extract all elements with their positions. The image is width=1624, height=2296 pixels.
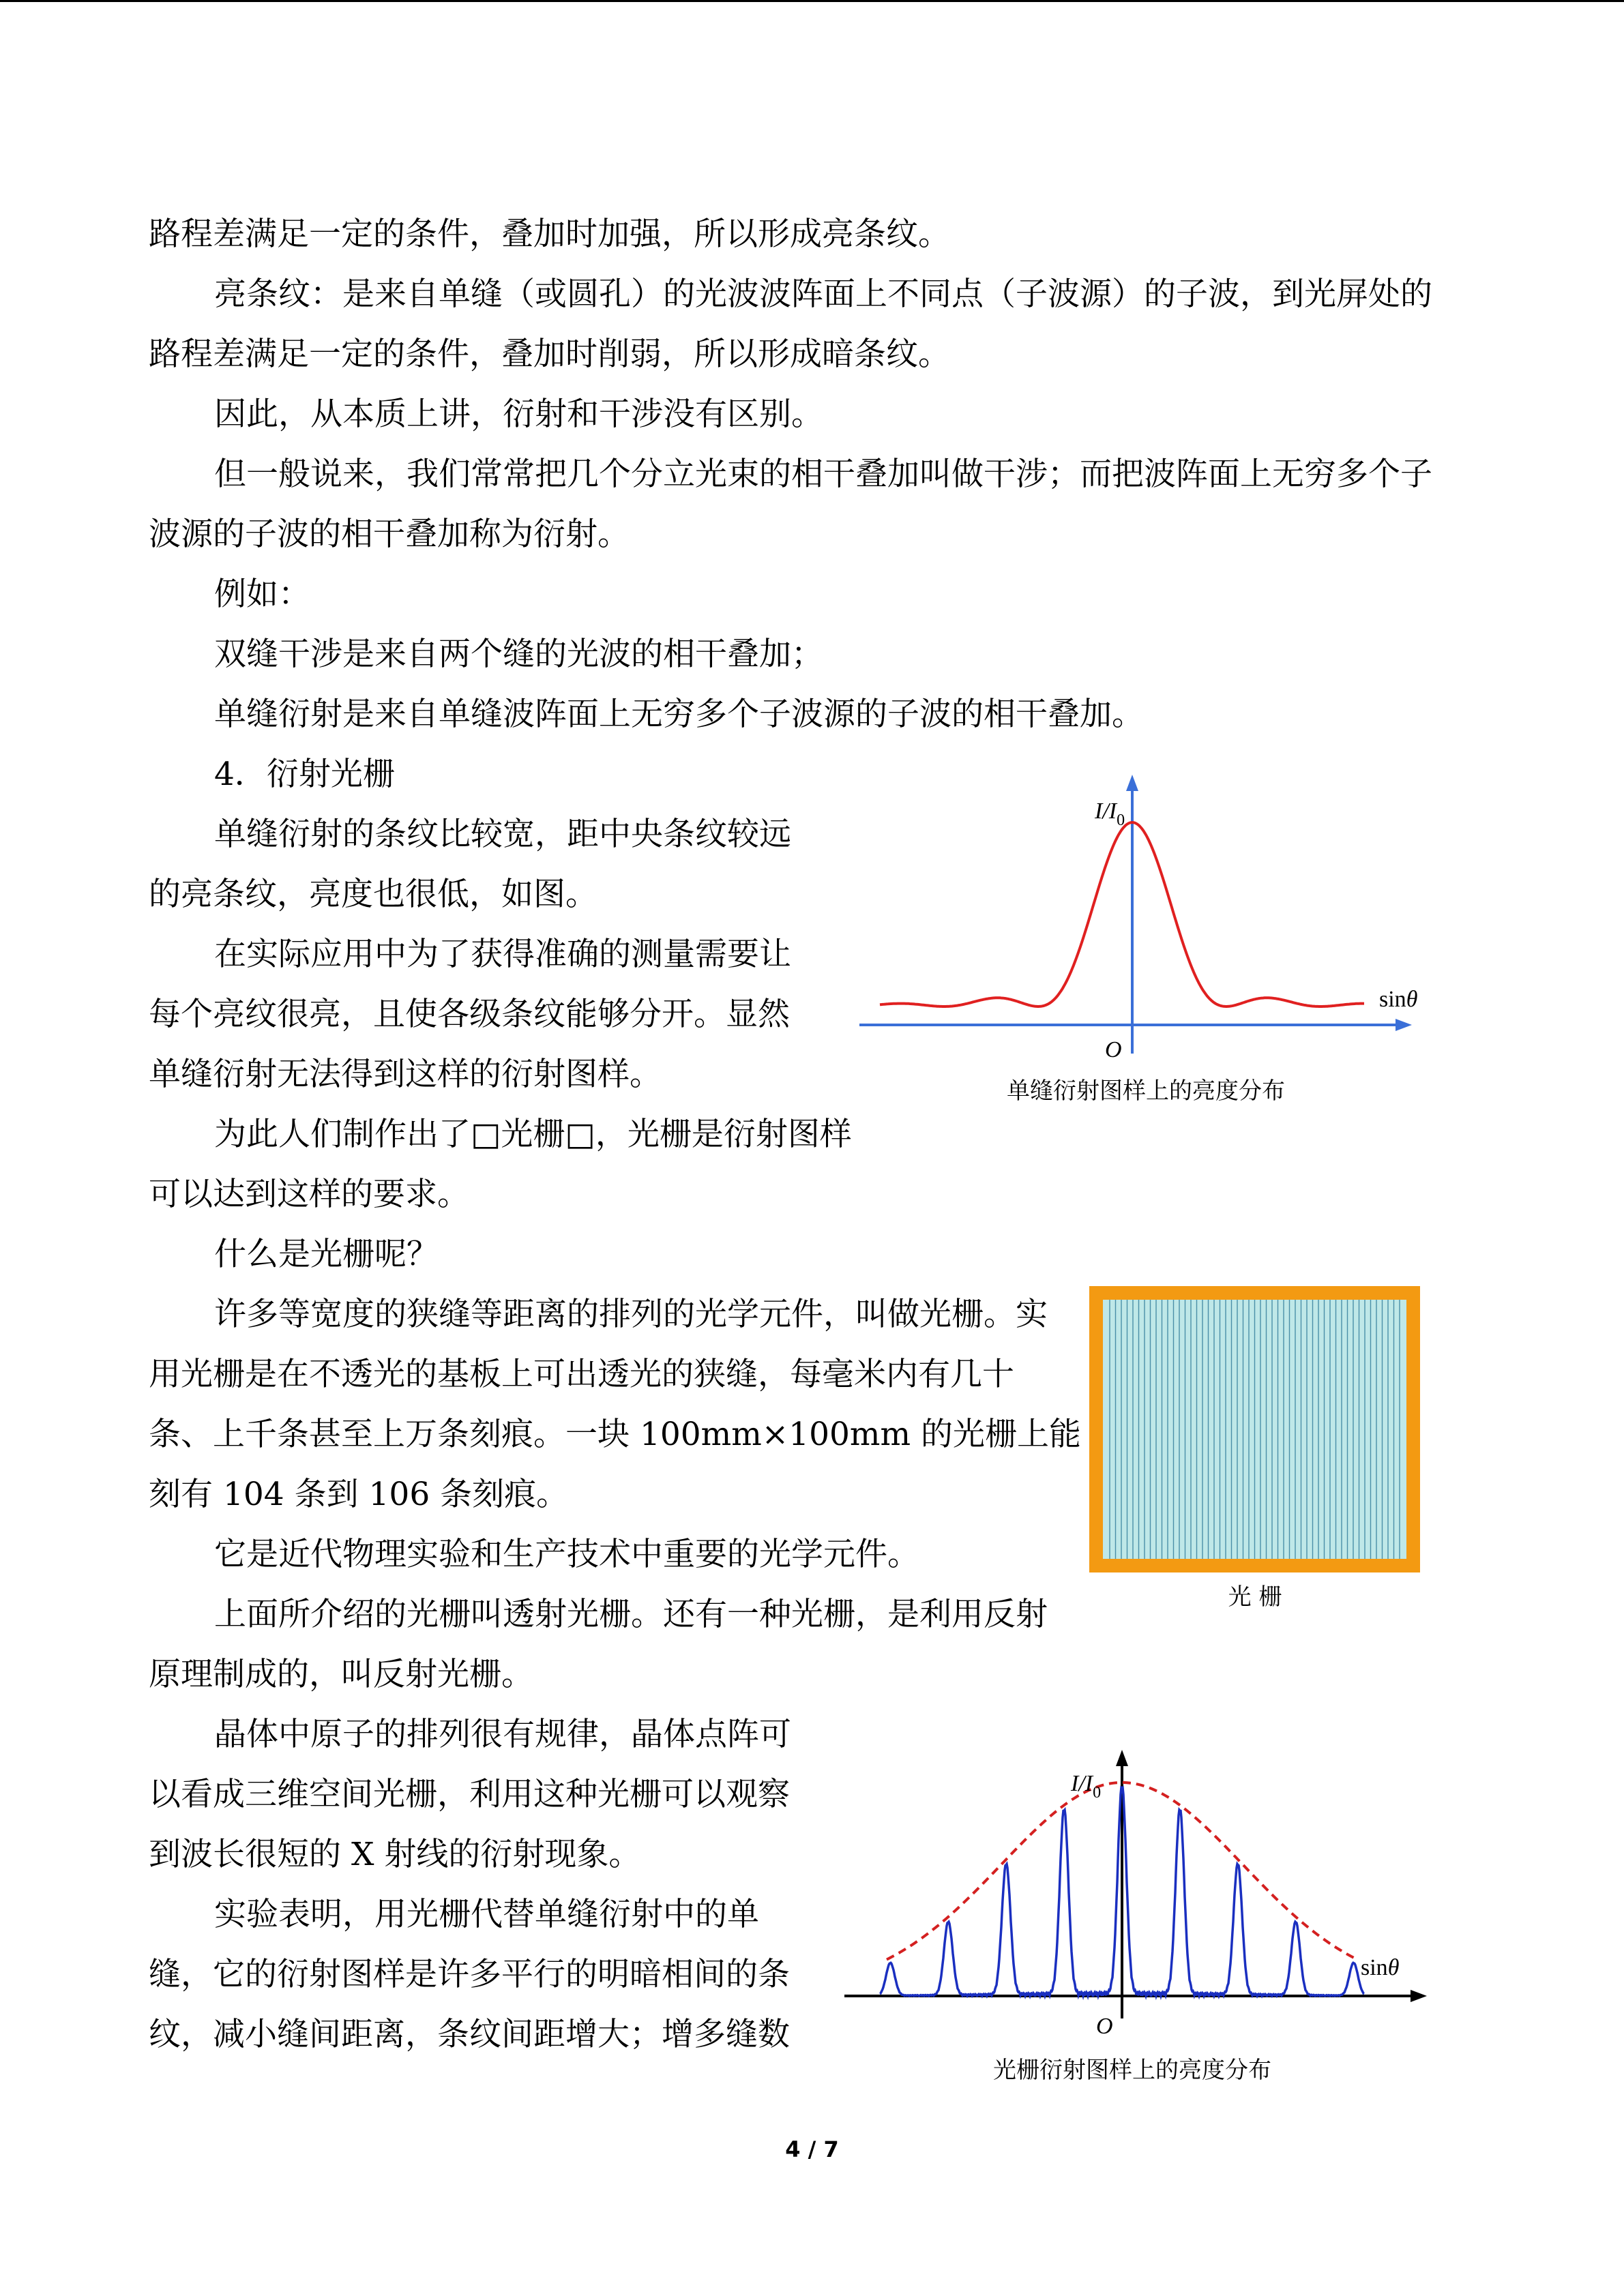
paragraph-line: 到波长很短的 X 射线的衍射现象。 xyxy=(149,1836,641,1873)
x-axis-arrow xyxy=(1411,1990,1427,2002)
paragraph-line: 在实际应用中为了获得准确的测量需要让 xyxy=(214,936,791,973)
paragraph-line: 用光栅是在不透光的基板上可出透光的狭缝，每毫米内有几十 xyxy=(149,1356,1014,1393)
paragraph-line: 以看成三维空间光栅，利用这种光栅可以观察 xyxy=(149,1776,790,1813)
paragraph-line: 单缝衍射是来自单缝波阵面上无穷多个子波源的子波的相干叠加。 xyxy=(214,696,1144,733)
paragraph-line: 双缝干涉是来自两个缝的光波的相干叠加； xyxy=(214,636,823,673)
grating-pattern-caption: 光栅衍射图样上的亮度分布 xyxy=(993,2057,1271,2084)
paragraph-line: 条、上千条甚至上万条刻痕。一块 100mm×100mm 的光栅上能 xyxy=(149,1416,1081,1453)
paragraph-line: 但一般说来，我们常常把几个分立光束的相干叠加叫做干涉；而把波阵面上无穷多个子 xyxy=(214,456,1432,493)
paragraph-line: 为此人们制作出了□光栅□，光栅是衍射图样 xyxy=(214,1116,852,1153)
paragraph-line: 路程差满足一定的条件，叠加时削弱，所以形成暗条纹。 xyxy=(149,336,950,373)
paragraph-line: 因此，从本质上讲，衍射和干涉没有区别。 xyxy=(214,396,823,433)
paragraph-line: 例如： xyxy=(214,576,310,613)
paragraph-line: 它是近代物理实验和生产技术中重要的光学元件。 xyxy=(214,1536,919,1573)
y-axis-arrow xyxy=(1126,775,1138,791)
paragraph-line: 什么是光栅呢？ xyxy=(214,1236,439,1273)
grating-caption: 光 栅 xyxy=(1228,1583,1282,1611)
paragraph-line: 许多等宽度的狭缝等距离的排列的光学元件，叫做光栅。实 xyxy=(214,1296,1048,1333)
paragraph-line: 实验表明，用光栅代替单缝衍射中的单 xyxy=(214,1896,759,1933)
paragraph-line: 晶体中原子的排列很有规律，晶体点阵可 xyxy=(214,1716,791,1753)
section-heading: 4．衍射光栅 xyxy=(214,756,395,793)
paragraph-line: 路程差满足一定的条件，叠加时加强，所以形成亮条纹。 xyxy=(149,215,950,253)
paragraph-line: 的亮条纹，亮度也很低，如图。 xyxy=(149,876,597,913)
paragraph-line: 每个亮纹很亮，且使各级条纹能够分开。显然 xyxy=(149,996,790,1033)
paragraph-line: 亮条纹：是来自单缝（或圆孔）的光波波阵面上不同点（子波源）的子波，到光屏处的 xyxy=(214,275,1432,313)
x-axis-label: sinθ xyxy=(1361,1955,1400,1980)
y-axis-label: $I/I_0$ xyxy=(1095,799,1125,829)
paragraph-line: 单缝衍射的条纹比较宽，距中央条纹较远 xyxy=(214,816,791,853)
intensity-curve xyxy=(880,822,1364,1007)
grating-pattern-diagram xyxy=(839,1746,1439,2059)
paragraph-line: 单缝衍射无法得到这样的衍射图样。 xyxy=(149,1056,662,1093)
paragraph-line: 上面所介绍的光栅叫透射光栅。还有一种光栅，是利用反射 xyxy=(214,1596,1048,1633)
x-axis-label: sinθ xyxy=(1379,987,1418,1012)
origin-label: O xyxy=(1105,1037,1122,1062)
paragraph-line: 缝，它的衍射图样是许多平行的明暗相间的条 xyxy=(149,1956,790,1993)
grating-diagram xyxy=(1089,1286,1420,1572)
page-number: 4 / 7 xyxy=(785,2136,839,2162)
paragraph-line: 可以达到这样的要求。 xyxy=(149,1176,469,1213)
y-axis-arrow xyxy=(1116,1750,1128,1766)
paragraph-line: 刻有 104 条到 106 条刻痕。 xyxy=(149,1476,569,1513)
single-slit-caption: 单缝衍射图样上的亮度分布 xyxy=(1007,1077,1285,1105)
paragraph-line: 原理制成的，叫反射光栅。 xyxy=(149,1656,533,1693)
paragraph-line: 纹，减小缝间距离，条纹间距增大；增多缝数 xyxy=(149,2016,790,2053)
y-axis-label: $I/I_0$ xyxy=(1071,1771,1102,1802)
paragraph-line: 波源的子波的相干叠加称为衍射。 xyxy=(149,516,630,553)
single-slit-diagram xyxy=(846,771,1446,1098)
origin-label: O xyxy=(1096,2014,1113,2039)
top-border xyxy=(0,0,1624,2)
x-axis-arrow xyxy=(1396,1019,1412,1031)
